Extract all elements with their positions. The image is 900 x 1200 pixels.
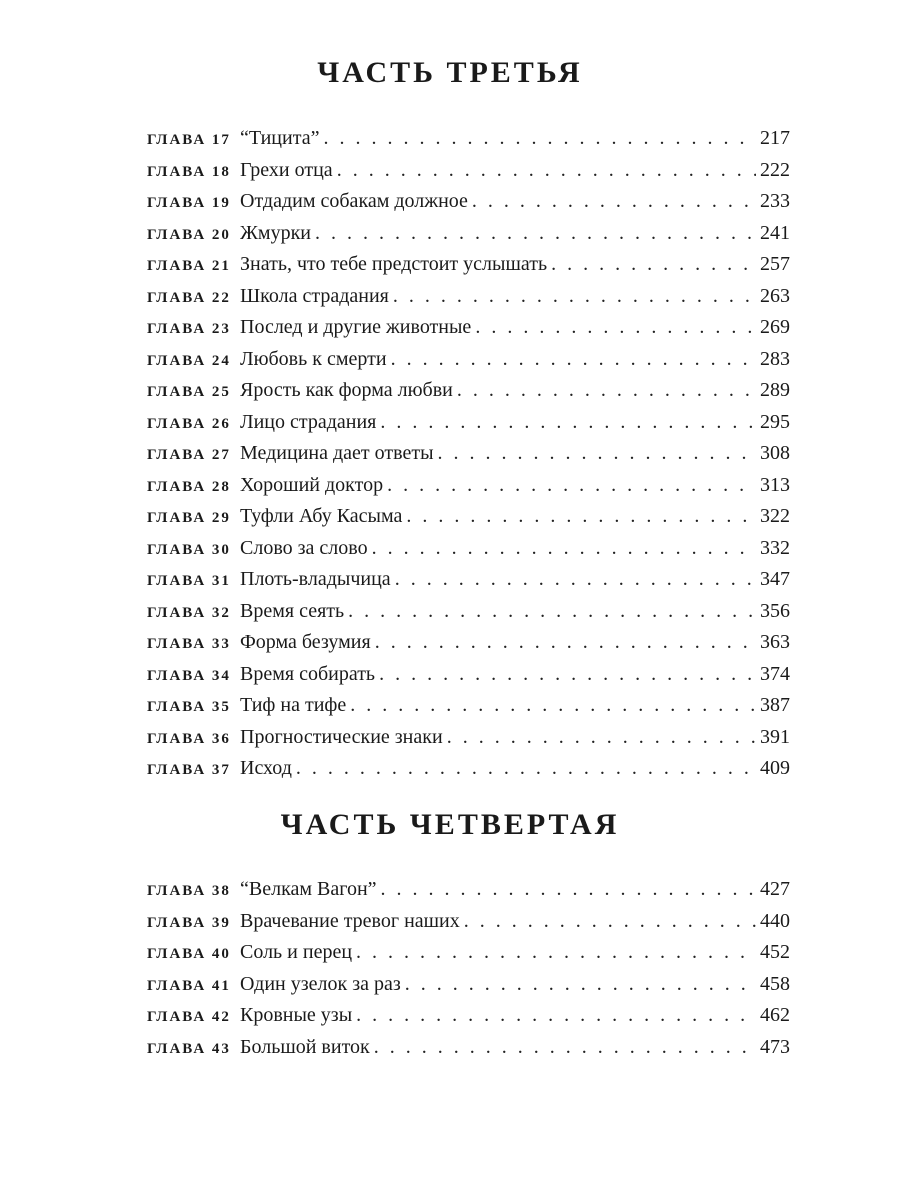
page-number: 409 <box>760 757 790 779</box>
chapter-title: Слово за слово <box>240 536 368 559</box>
chapter-title: Ярость как форма любви <box>240 379 453 401</box>
chapter-label: ГЛАВА 23 <box>147 321 231 337</box>
page-number: 322 <box>760 505 790 527</box>
chapter-label: ГЛАВА 35 <box>147 699 231 715</box>
toc-entry[interactable] <box>147 249 790 281</box>
toc-entry[interactable] <box>147 722 790 754</box>
chapter-title: Отдадим собакам должное <box>240 190 468 212</box>
dot-leader <box>374 1032 756 1064</box>
chapter-title: Лицо страдания <box>240 410 377 433</box>
chapter-label: ГЛАВА 29 <box>147 510 231 526</box>
toc-entry[interactable] <box>147 874 790 906</box>
dot-leader <box>372 533 756 565</box>
dot-leader <box>379 659 756 691</box>
toc-entry[interactable] <box>147 375 790 407</box>
page-number: 269 <box>760 316 790 338</box>
chapter-title: Время сеять <box>240 599 345 622</box>
dot-leader <box>457 375 756 407</box>
chapter-label: ГЛАВА 25 <box>147 384 231 400</box>
page-number: 440 <box>760 909 790 932</box>
page-number: 391 <box>760 725 790 748</box>
page-number: 374 <box>760 662 790 685</box>
chapter-label: ГЛАВА 39 <box>147 914 231 931</box>
toc-list <box>147 874 790 1063</box>
chapter-title: Время собирать <box>240 662 376 685</box>
page-number: 462 <box>760 1004 790 1026</box>
toc-entry[interactable] <box>147 596 790 628</box>
dot-leader <box>315 218 756 250</box>
toc-entry[interactable] <box>147 690 790 722</box>
page-number: 313 <box>760 473 790 496</box>
dot-leader <box>475 312 756 344</box>
dot-leader <box>447 722 756 754</box>
chapter-title: Прогностические знаки <box>240 725 443 748</box>
dot-leader <box>395 564 756 596</box>
page-number: 458 <box>760 972 790 995</box>
chapter-label: ГЛАВА 38 <box>147 883 231 899</box>
chapter-title: Любовь к смерти <box>240 347 387 370</box>
dot-leader <box>387 470 756 502</box>
toc-entry[interactable] <box>147 155 790 187</box>
dot-leader <box>393 281 756 313</box>
toc-entry[interactable] <box>147 937 790 969</box>
dot-leader <box>406 501 756 533</box>
dot-leader <box>405 969 756 1001</box>
chapter-label: ГЛАВА 41 <box>147 977 231 994</box>
dot-leader <box>381 874 756 906</box>
dot-leader <box>551 249 756 281</box>
dot-leader <box>323 123 756 155</box>
page-number: 363 <box>760 631 790 653</box>
toc-entry[interactable] <box>147 627 790 659</box>
chapter-title: Знать, что тебе предстоит услышать <box>240 253 548 275</box>
toc-entry[interactable] <box>147 281 790 313</box>
toc-entry[interactable] <box>147 218 790 250</box>
toc-entry[interactable] <box>147 533 790 565</box>
chapter-title: Школа страдания <box>240 284 389 307</box>
chapter-label: ГЛАВА 22 <box>147 289 231 306</box>
chapter-title: Один узелок за раз <box>240 972 401 995</box>
dot-leader <box>375 627 756 659</box>
toc-entry[interactable] <box>147 1000 790 1032</box>
dot-leader <box>438 438 756 470</box>
chapter-label: ГЛАВА 21 <box>147 258 231 274</box>
toc-entry[interactable] <box>147 186 790 218</box>
chapter-label: ГЛАВА 37 <box>147 762 231 778</box>
page-number: 473 <box>760 1035 790 1058</box>
page-number: 257 <box>760 253 790 275</box>
page-number: 283 <box>760 347 790 370</box>
toc-entry[interactable] <box>147 906 790 938</box>
toc-entry[interactable] <box>147 407 790 439</box>
chapter-title: Грехи отца <box>240 158 333 181</box>
page-number: 347 <box>760 568 790 590</box>
dot-leader <box>464 906 756 938</box>
chapter-title: “Велкам Вагон” <box>240 878 377 900</box>
chapter-title: Форма безумия <box>240 631 371 653</box>
page-number: 289 <box>760 379 790 401</box>
chapter-title: Послед и другие животные <box>240 316 472 338</box>
toc-entry[interactable] <box>147 969 790 1001</box>
dot-leader <box>356 1000 756 1032</box>
page-number: 356 <box>760 599 790 622</box>
chapter-title: Хороший доктор <box>240 473 384 496</box>
toc-list <box>147 123 790 785</box>
chapter-label: ГЛАВА 31 <box>147 573 231 589</box>
dot-leader <box>356 937 756 969</box>
part-title: ЧАСТЬ ЧЕТВЕРТАЯ <box>280 808 620 841</box>
chapter-title: Исход <box>240 757 292 779</box>
toc-entry[interactable] <box>147 123 790 155</box>
chapter-label: ГЛАВА 26 <box>147 415 231 432</box>
page-number: 263 <box>760 284 790 307</box>
chapter-label: ГЛАВА 24 <box>147 352 231 369</box>
chapter-label: ГЛАВА 33 <box>147 636 231 652</box>
chapter-title: Врачевание тревог наших <box>240 909 460 932</box>
page-number: 295 <box>760 410 790 433</box>
chapter-label: ГЛАВА 17 <box>147 132 231 148</box>
chapter-label: ГЛАВА 32 <box>147 604 231 621</box>
dot-leader <box>296 753 756 785</box>
chapter-label: ГЛАВА 43 <box>147 1040 231 1057</box>
chapter-title: Плоть-владычица <box>240 568 391 590</box>
chapter-label: ГЛАВА 28 <box>147 478 231 495</box>
toc-entry[interactable] <box>147 344 790 376</box>
chapter-label: ГЛАВА 36 <box>147 730 231 747</box>
chapter-label: ГЛАВА 34 <box>147 667 231 684</box>
toc-entry[interactable] <box>147 438 790 470</box>
chapter-title: Кровные узы <box>240 1004 353 1026</box>
toc-entry[interactable] <box>147 564 790 596</box>
dot-leader <box>337 155 756 187</box>
chapter-title: Жмурки <box>240 221 311 244</box>
page-number: 217 <box>760 127 790 149</box>
page-number: 308 <box>760 442 790 464</box>
toc-entry[interactable] <box>147 659 790 691</box>
toc-entry[interactable] <box>147 501 790 533</box>
chapter-title: “Тицита” <box>240 127 320 149</box>
page-number: 241 <box>760 221 790 244</box>
chapter-label: ГЛАВА 30 <box>147 541 231 558</box>
toc-entry[interactable] <box>147 470 790 502</box>
page-number: 233 <box>760 190 790 212</box>
part-title: ЧАСТЬ ТРЕТЬЯ <box>317 56 583 89</box>
chapter-title: Туфли Абу Касыма <box>240 505 403 527</box>
chapter-title: Тиф на тифе <box>240 694 347 716</box>
dot-leader <box>350 690 756 722</box>
chapter-title: Медицина дает ответы <box>240 442 434 464</box>
page-number: 222 <box>760 158 790 181</box>
toc-entry[interactable] <box>147 753 790 785</box>
chapter-label: ГЛАВА 20 <box>147 226 231 243</box>
toc-entry[interactable] <box>147 1032 790 1064</box>
chapter-title: Соль и перец <box>240 941 353 963</box>
page-number: 332 <box>760 536 790 559</box>
toc-entry[interactable] <box>147 312 790 344</box>
page-number: 387 <box>760 694 790 716</box>
dot-leader <box>348 596 756 628</box>
chapter-title: Большой виток <box>240 1035 370 1058</box>
chapter-label: ГЛАВА 19 <box>147 195 231 211</box>
chapter-label: ГЛАВА 27 <box>147 447 231 463</box>
dot-leader <box>391 344 756 376</box>
dot-leader <box>472 186 756 218</box>
chapter-label: ГЛАВА 40 <box>147 946 231 962</box>
chapter-label: ГЛАВА 42 <box>147 1009 231 1025</box>
page-number: 427 <box>760 878 790 900</box>
chapter-label: ГЛАВА 18 <box>147 163 231 180</box>
dot-leader <box>380 407 756 439</box>
page-number: 452 <box>760 941 790 963</box>
